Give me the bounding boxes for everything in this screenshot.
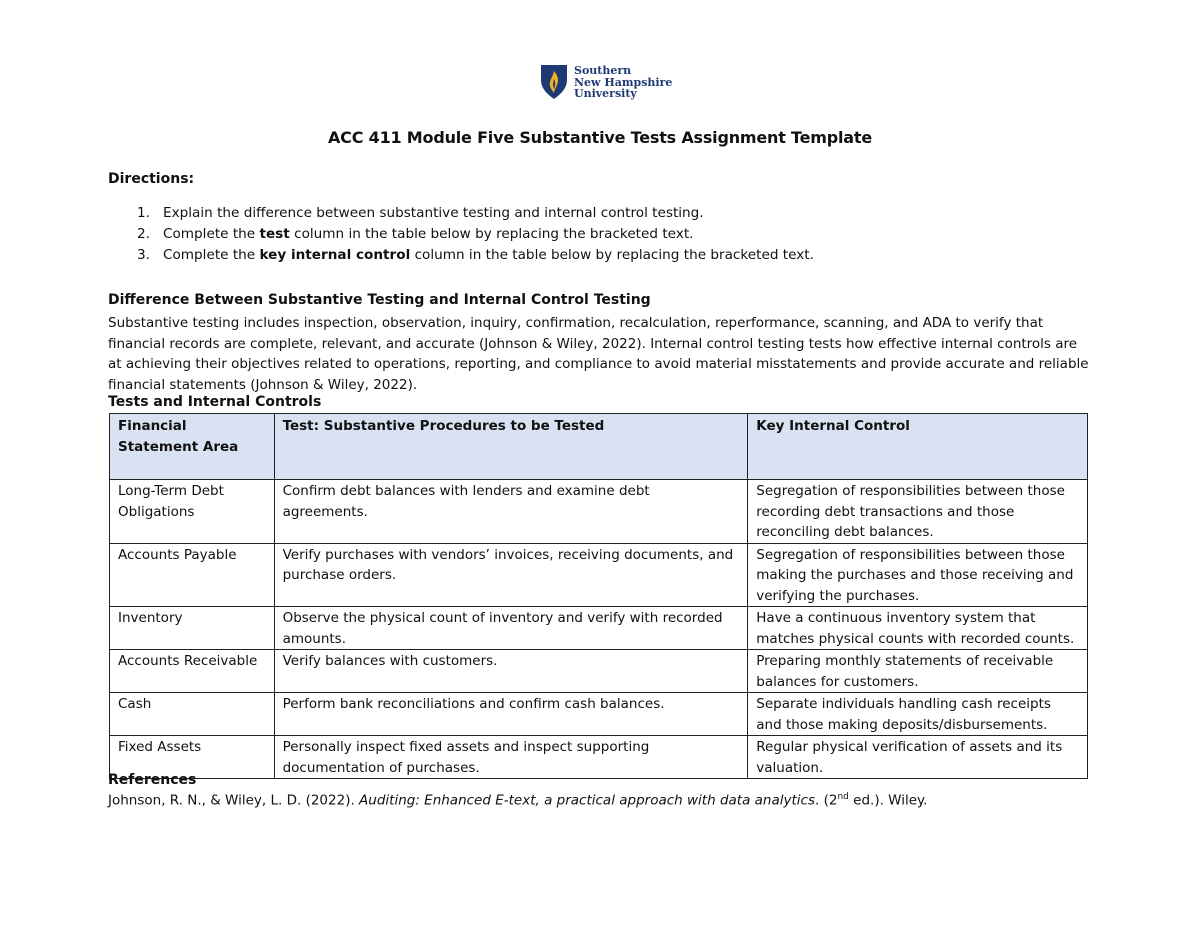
directions-text: column in the table below by replacing the bracketed text. <box>410 247 814 263</box>
tests-heading: Tests and Internal Controls <box>108 394 322 410</box>
table-cell-control: Segregation of responsibilities between those recording debt transactions and those reconciling debt balances. <box>748 480 1088 544</box>
table-cell-control: Preparing monthly statements of receivable balances for customers. <box>748 650 1088 693</box>
logo-line-3: University <box>574 87 637 100</box>
directions-item <box>137 203 1163 224</box>
list-number: 3. <box>137 247 150 263</box>
table-row <box>110 693 1088 736</box>
difference-heading: Difference Between Substantive Testing and Internal Control Testing <box>108 292 651 308</box>
reference-edition-superscript: nd <box>837 792 849 802</box>
directions-text: Explain the difference between substantive testing and internal control testing. <box>163 205 704 221</box>
reference-publisher: ed.). Wiley. <box>848 792 928 809</box>
table-header-row <box>110 414 1088 480</box>
directions-text: Complete the <box>163 226 260 242</box>
directions-text: Complete the <box>163 247 260 263</box>
table-cell-area: Accounts Receivable <box>110 650 275 693</box>
table-cell-test: Confirm debt balances with lenders and examine debt agreements. <box>274 480 748 544</box>
list-number: 2. <box>137 226 150 242</box>
directions-text: column in the table below by replacing the bracketed text. <box>289 226 694 242</box>
table-cell-area: Long-Term Debt Obligations <box>110 480 275 544</box>
snhu-logo <box>540 64 672 104</box>
document-title: ACC 411 Module Five Substantive Tests Assignment Template <box>328 128 872 147</box>
table-cell-test: Personally inspect fixed assets and inspect supporting documentation of purchases. <box>274 736 748 779</box>
table-row <box>110 650 1088 693</box>
directions-list <box>108 203 1163 266</box>
list-number: 1. <box>137 205 150 221</box>
table-cell-test: Verify purchases with vendors’ invoices, receiving documents, and purchase orders. <box>274 543 748 607</box>
references-heading: References <box>108 772 197 788</box>
difference-paragraph: Substantive testing includes inspection, observation, inquiry, confirmation, recalculation, reperformance, scanning, and ADA to verify that financial records are complete, relevant, and accurate (Johnson & Wiley, 2022). Internal control testing tests how effective internal controls are at achieving their objectives related to operations, reporting, and compliance to avoid material misstatements and provide accurate and reliable financial statements (Johnson & Wiley, 2022). <box>108 315 1089 393</box>
directions-heading: Directions: <box>108 171 195 187</box>
table-cell-test: Perform bank reconciliations and confirm cash balances. <box>274 693 748 736</box>
reference-edition: . (2 <box>815 792 838 809</box>
tests-table <box>109 413 1088 779</box>
table-cell-area: Cash <box>110 693 275 736</box>
table-cell-area: Inventory <box>110 607 275 650</box>
table-cell-area: Fixed Assets <box>110 736 275 779</box>
table-cell-area: Accounts Payable <box>110 543 275 607</box>
shield-flame-icon <box>540 64 568 100</box>
column-header-area: Financial Statement Area <box>110 414 275 480</box>
directions-item <box>137 245 1163 266</box>
directions-bold-text: key internal control <box>259 247 411 263</box>
table-row <box>110 480 1088 544</box>
table-cell-test: Observe the physical count of inventory and verify with recorded amounts. <box>274 607 748 650</box>
table-cell-control: Segregation of responsibilities between those making the purchases and those receiving and verifying the purchases. <box>748 543 1088 607</box>
table-row <box>110 607 1088 650</box>
table-cell-test: Verify balances with customers. <box>274 650 748 693</box>
logo-line-1: Southern <box>574 64 632 77</box>
table-cell-control: Have a continuous inventory system that matches physical counts with recorded counts. <box>748 607 1088 650</box>
table-row <box>110 736 1088 779</box>
reference-entry <box>108 792 927 809</box>
reference-book-title: Auditing: Enhanced E-text, a practical approach with data analytics <box>359 792 815 809</box>
directions-bold-text: test <box>259 226 290 242</box>
directions-item <box>137 224 1163 245</box>
reference-authors: Johnson, R. N., & Wiley, L. D. (2022). <box>108 792 360 809</box>
column-header-control: Key Internal Control <box>748 414 1088 480</box>
logo-line-2: New Hampshire <box>574 75 673 89</box>
table-cell-control: Regular physical verification of assets and its valuation. <box>748 736 1088 779</box>
column-header-test: Test: Substantive Procedures to be Tested <box>274 414 748 480</box>
table-cell-control: Separate individuals handling cash receipts and those making deposits/disbursements. <box>748 693 1088 736</box>
table-row <box>110 543 1088 607</box>
